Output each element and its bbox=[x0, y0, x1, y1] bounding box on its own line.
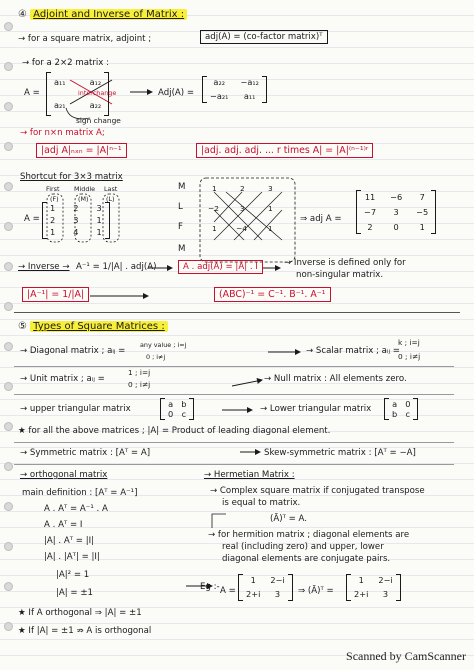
adj-a3-label: ⇒ adj A = bbox=[300, 214, 342, 224]
shortcut-cell: 1 bbox=[268, 224, 273, 233]
row-tag-m2: M bbox=[178, 244, 186, 254]
lower-triangular-label: → Lower triangular matrix bbox=[260, 404, 372, 414]
shortcut-cell: 1 bbox=[212, 224, 217, 233]
matrix-cell: 3 bbox=[96, 203, 102, 213]
shortcut-heading: Shortcut for 3×3 matrix bbox=[20, 172, 123, 182]
two-by-two-label: → for a 2×2 matrix : bbox=[22, 58, 109, 68]
adj-det-box: |adj A|ₙₓₙ = |A|ⁿ⁻¹ bbox=[36, 143, 127, 158]
row-divider bbox=[14, 442, 454, 443]
matrix-cell: 4 bbox=[73, 227, 79, 237]
shortcut-cell: 3 bbox=[268, 184, 273, 193]
symmetric-label: → Symmetric matrix : [Aᵀ = A] bbox=[20, 448, 151, 458]
upper-triangular-matrix bbox=[160, 398, 194, 420]
matrix-cell: 1 bbox=[358, 575, 364, 585]
shortcut-cell: 3 bbox=[240, 204, 245, 213]
orthogonal-label: → orthogonal matrix bbox=[20, 470, 108, 480]
scalar-case-2: 0 ; i≠j bbox=[398, 352, 421, 361]
inverse-det-box: |A⁻¹| = 1/|A| bbox=[22, 287, 89, 302]
product-inverse-box: (ABC)⁻¹ = C⁻¹. B⁻¹. A⁻¹ bbox=[214, 287, 331, 302]
hermitian-note-2: real (including zero) and upper, lower bbox=[222, 542, 384, 552]
matrix-cell: 11 bbox=[364, 192, 376, 202]
inverse-note-2: non-singular matrix. bbox=[296, 270, 384, 280]
matrix-cell: −6 bbox=[390, 192, 403, 202]
matrix-cell: 3 bbox=[393, 207, 399, 217]
orthogonal-step: |A|² = 1 bbox=[56, 570, 90, 580]
all-above-note: ★ for all the above matrices ; |A| = Product of leading diagonal element. bbox=[18, 426, 331, 436]
diagonal-case-1: any value ; i=j bbox=[140, 341, 187, 349]
hermitian-note-3: diagonal elements are conjugate pairs. bbox=[222, 554, 391, 564]
section-5-title: Types of Square Matrices : bbox=[30, 321, 168, 332]
matrix-cell: a₂₂ bbox=[89, 100, 102, 110]
matrix-cell: −7 bbox=[364, 207, 377, 217]
lower-triangular-matrix bbox=[384, 398, 418, 420]
scalar-label: → Scalar matrix ; aᵢⱼ = bbox=[306, 346, 400, 356]
inverse-label: → Inverse → bbox=[18, 262, 70, 272]
adj-identity-box: A . adj(A) = |A| . I bbox=[178, 260, 263, 274]
unit-case-1: 1 ; i=j bbox=[128, 368, 151, 377]
matrix-cell: a bbox=[392, 399, 398, 409]
null-label: → Null matrix : All elements zero. bbox=[264, 374, 407, 384]
scalar-case-1: k ; i=j bbox=[398, 338, 420, 347]
repeated-adj-box: |adj. adj. adj. ... r times A| = |A|⁽ⁿ⁻¹⁾ʳ bbox=[196, 143, 373, 158]
example-matrix-conj-transpose bbox=[346, 574, 401, 601]
scanner-watermark: Scanned by CamScanner bbox=[346, 649, 466, 663]
example-a-label: A = bbox=[220, 586, 236, 596]
orthogonal-step: |A| . Aᵀ = |I| bbox=[44, 536, 95, 546]
section-4-title: Adjoint and Inverse of Matrix : bbox=[30, 9, 187, 20]
adj-a-3x3 bbox=[356, 190, 436, 234]
adj-det-formula bbox=[36, 146, 127, 156]
matrix-cell: a₁₂ bbox=[89, 77, 102, 87]
hermitian-def-1: → Complex square matrix if conjugated transpose bbox=[210, 486, 425, 496]
matrix-a-3x3 bbox=[42, 202, 110, 239]
matrix-cell: −5 bbox=[416, 207, 429, 217]
matrix-cell: 0 bbox=[168, 409, 174, 419]
col-label-middle: Middle bbox=[74, 185, 96, 193]
upper-triangular-label: → upper triangular matrix bbox=[20, 404, 131, 414]
matrix-cell: 0 bbox=[393, 222, 399, 232]
section-5-number: ⑤ bbox=[18, 321, 27, 332]
example-matrix-a bbox=[238, 574, 293, 601]
row-tag-f: F bbox=[178, 222, 183, 232]
matrix-cell: 2+i bbox=[246, 589, 261, 599]
row-divider bbox=[14, 464, 454, 465]
inverse-note-1: → Inverse is defined only for bbox=[284, 258, 406, 268]
orthogonal-note-2: ★ If |A| = ±1 ⇏ A is orthogonal bbox=[18, 626, 152, 636]
shortcut-cell: −2 bbox=[208, 204, 219, 213]
col-tag-m: (M) bbox=[78, 195, 89, 203]
diagonal-case-2: 0 ; i≠j bbox=[146, 353, 166, 361]
matrix-cell: b bbox=[392, 409, 398, 419]
matrix-cell: 3 bbox=[382, 589, 389, 599]
unit-label: → Unit matrix ; aᵢⱼ = bbox=[20, 374, 105, 384]
col-tag-l: (L) bbox=[106, 195, 115, 203]
row-tag-m1: M bbox=[178, 182, 186, 192]
matrix-cell: 1 bbox=[50, 203, 56, 213]
matrix-cell: 2+i bbox=[354, 589, 369, 599]
nxn-label: → for n×n matrix A; bbox=[20, 128, 105, 138]
matrix-cell: 2 bbox=[73, 203, 79, 213]
matrix-cell: 1 bbox=[96, 215, 102, 225]
adjoint-def-label: → for a square matrix, adjoint ; bbox=[18, 34, 152, 44]
row-divider bbox=[14, 394, 454, 395]
sign-change-note: sign change bbox=[76, 116, 121, 125]
inverse-det-formula bbox=[22, 290, 89, 300]
matrix-cell: 3 bbox=[274, 589, 281, 599]
shortcut-cell: 1 bbox=[268, 204, 273, 213]
shortcut-cell: 1 bbox=[212, 184, 217, 193]
col-label-first: First bbox=[46, 185, 60, 193]
example-b-label: ⇒ (Ā)ᵀ = bbox=[298, 586, 334, 596]
matrix-cell: a₂₂ bbox=[213, 77, 226, 87]
hermitian-condition: (Ā)ᵀ = A. bbox=[270, 514, 308, 524]
matrix-cell: 3 bbox=[73, 215, 79, 225]
unit-case-2: 0 ; i≠j bbox=[128, 380, 151, 389]
matrix-cell: −a₂₁ bbox=[210, 91, 229, 101]
inverse-formula: A⁻¹ = 1/|A| . adj(A) bbox=[76, 262, 157, 272]
matrix-cell: c bbox=[181, 409, 187, 419]
matrix-cell: a bbox=[168, 399, 174, 409]
col-tag-f: (F) bbox=[50, 195, 59, 203]
matrix-cell: 2 bbox=[50, 215, 56, 225]
shortcut-cell: 2 bbox=[240, 184, 245, 193]
matrix-cell: 1 bbox=[50, 227, 56, 237]
matrix-cell: a₁₁ bbox=[243, 91, 256, 101]
adjoint-def-box: adj(A) = (co-factor matrix)ᵀ bbox=[200, 30, 328, 44]
matrix-cell: 1 bbox=[419, 222, 425, 232]
matrix-cell: c bbox=[405, 409, 411, 419]
diagonal-label: → Diagonal matrix ; aᵢⱼ = bbox=[20, 346, 126, 356]
matrix-cell: 2 bbox=[367, 222, 373, 232]
orthogonal-note-1: ★ If A orthogonal ⇒ |A| = ±1 bbox=[18, 608, 142, 618]
hermitian-def-2: is equal to matrix. bbox=[222, 498, 301, 508]
matrix-cell: 1 bbox=[250, 575, 256, 585]
row-divider bbox=[14, 366, 454, 367]
example-label: Eg :- bbox=[200, 582, 220, 592]
shortcut-cell: −4 bbox=[236, 224, 247, 233]
matrix-cell: 0 bbox=[405, 399, 411, 409]
matrix-cell: a₂₁ bbox=[54, 100, 66, 110]
matrix-cell: b bbox=[181, 399, 187, 409]
matrix-a-label: A = bbox=[24, 88, 40, 98]
interchange-note: interchange bbox=[78, 89, 117, 97]
matrix-cell: a₁₁ bbox=[54, 77, 66, 87]
adj-identity-formula bbox=[178, 262, 263, 272]
section-4-number: ④ bbox=[18, 9, 27, 20]
orthogonal-step: A . Aᵀ = I bbox=[44, 520, 83, 530]
orthogonal-step: |A| = ±1 bbox=[56, 588, 94, 598]
matrix-cell: 7 bbox=[419, 192, 425, 202]
adj-a-label: Adj(A) = bbox=[158, 88, 195, 98]
orthogonal-step: |A| . |Aᵀ| = |I| bbox=[44, 552, 100, 562]
section-divider bbox=[14, 312, 460, 313]
hermitian-label: → Hermetian Matrix : bbox=[204, 470, 295, 480]
hermitian-note-1: → for hermition matrix ; diagonal elements are bbox=[208, 530, 410, 540]
orthogonal-step: A . Aᵀ = A⁻¹ . A bbox=[44, 504, 108, 514]
matrix-a3-label: A = bbox=[24, 214, 40, 224]
section-4-heading bbox=[18, 10, 187, 20]
product-inverse-formula bbox=[214, 290, 331, 300]
col-label-last: Last bbox=[104, 185, 118, 193]
matrix-cell: 2−i bbox=[270, 575, 285, 585]
skew-symmetric-label: Skew-symmetric matrix : [Aᵀ = −A] bbox=[264, 448, 416, 458]
matrix-cell: 1 bbox=[96, 227, 102, 237]
row-tag-l: L bbox=[178, 202, 183, 212]
adjoint-def-formula bbox=[200, 32, 328, 42]
repeated-adj-formula bbox=[196, 146, 373, 156]
matrix-cell: −a₁₂ bbox=[240, 77, 259, 87]
section-5-heading bbox=[18, 322, 168, 332]
adj-a-2x2 bbox=[202, 76, 267, 103]
matrix-cell: 2−i bbox=[378, 575, 393, 585]
orthogonal-definition: main definition : [Aᵀ = A⁻¹] bbox=[22, 488, 138, 498]
